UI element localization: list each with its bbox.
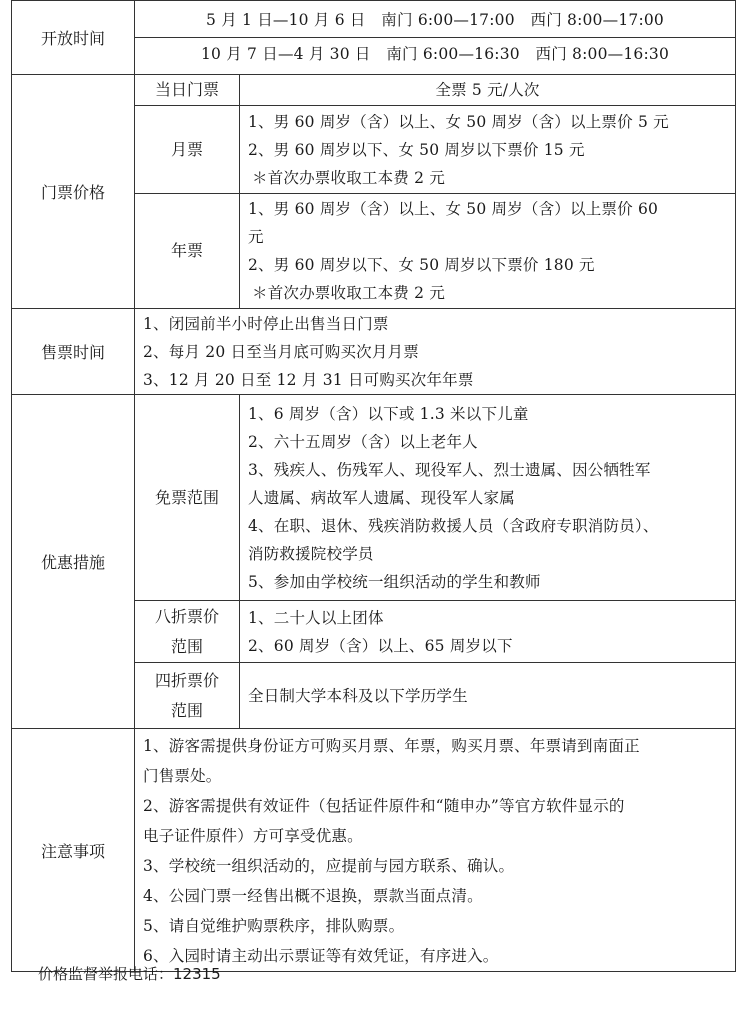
notes-line-4: 电子证件原件）方可享受优惠。 bbox=[143, 827, 363, 845]
month-line-2: 2、男 60 周岁以下、女 50 周岁以下票价 15 元 bbox=[248, 140, 585, 159]
month-ticket-details bbox=[240, 106, 736, 194]
sales-label: 售票时间 bbox=[12, 309, 135, 395]
price-complaint-hotline: 价格监督举报电话：12315 bbox=[38, 965, 221, 983]
free-line-5: 4、在职、退休、残疾消防救援人员（含政府专职消防员）、 bbox=[248, 516, 659, 535]
year-ticket-label: 年票 bbox=[135, 194, 240, 309]
forty-label-1: 四折票价 bbox=[154, 670, 219, 690]
prices-label: 门票价格 bbox=[12, 75, 135, 309]
sales-line-3: 3、12 月 20 日至 12 月 31 日可购买次年年票 bbox=[143, 370, 474, 389]
year-line-3: 2、男 60 周岁以下、女 50 周岁以下票价 180 元 bbox=[248, 256, 595, 274]
ticket-info-table bbox=[11, 0, 736, 972]
notes-details bbox=[135, 729, 736, 972]
free-label: 免票范围 bbox=[135, 395, 240, 601]
year-line-2: 元 bbox=[248, 228, 264, 246]
free-line-3: 3、残疾人、伤残军人、现役军人、烈士遗属、因公牺牲军 bbox=[248, 460, 651, 479]
eighty-line-2: 2、60 周岁（含）以上、65 周岁以下 bbox=[248, 636, 513, 655]
notes-line-1: 1、游客需提供身份证方可购买月票、年票，购买月票、年票请到南面正 bbox=[143, 737, 640, 755]
forty-label-2: 范围 bbox=[170, 700, 203, 720]
notes-line-8: 6、入园时请主动出示票证等有效凭证，有序进入。 bbox=[143, 947, 499, 965]
hours-cell bbox=[135, 1, 736, 75]
sales-line-1: 1、闭园前半小时停止出售当日门票 bbox=[143, 314, 389, 333]
free-line-2: 2、六十五周岁（含）以上老年人 bbox=[248, 432, 478, 451]
eighty-label-2: 范围 bbox=[170, 636, 203, 656]
hours-label: 开放时间 bbox=[12, 1, 135, 75]
forty-label bbox=[135, 663, 240, 729]
day-ticket-label: 当日门票 bbox=[135, 75, 240, 106]
free-line-7: 5、参加由学校统一组织活动的学生和教师 bbox=[248, 572, 541, 591]
hours-row-2: 10 月 7 日—4 月 30 日 南门 6:00—16:30 西门 8:00—16:30 bbox=[200, 45, 670, 63]
free-line-6: 消防救援院校学员 bbox=[248, 544, 374, 563]
month-ticket-label: 月票 bbox=[135, 106, 240, 194]
free-line-1: 1、6 周岁（含）以下或 1.3 米以下儿童 bbox=[248, 404, 529, 423]
notes-label: 注意事项 bbox=[12, 729, 135, 972]
sales-details bbox=[135, 309, 736, 395]
discounts-label: 优惠措施 bbox=[12, 395, 135, 729]
hours-row-1: 5 月 1 日—10 月 6 日 南门 6:00—17:00 西门 8:00—17:00 bbox=[206, 11, 664, 29]
notes-line-2: 门售票处。 bbox=[143, 767, 222, 785]
notes-line-7: 5、请自觉维护购票秩序，排队购票。 bbox=[143, 917, 405, 935]
notes-line-3: 2、游客需提供有效证件（包括证件原件和“随申办”等官方软件显示的 bbox=[143, 797, 625, 815]
free-line-4: 人遗属、病故军人遗属、现役军人家属 bbox=[248, 488, 515, 507]
eighty-label bbox=[135, 601, 240, 663]
year-line-4: ＊首次办票收取工本费 2 元 bbox=[252, 284, 446, 302]
forty-line-1: 全日制大学本科及以下学历学生 bbox=[248, 686, 468, 705]
notes-line-5: 3、学校统一组织活动的，应提前与园方联系、确认。 bbox=[143, 857, 515, 875]
eighty-line-1: 1、二十人以上团体 bbox=[248, 608, 384, 627]
year-ticket-details bbox=[240, 194, 736, 309]
day-ticket-price: 全票 5 元/人次 bbox=[240, 75, 736, 106]
year-line-1: 1、男 60 周岁（含）以上、女 50 周岁（含）以上票价 60 bbox=[248, 200, 659, 218]
forty-details bbox=[240, 663, 736, 729]
sales-line-2: 2、每月 20 日至当月底可购买次月月票 bbox=[143, 342, 419, 361]
eighty-details bbox=[240, 601, 736, 663]
free-details bbox=[240, 395, 736, 601]
month-line-1: 1、男 60 周岁（含）以上、女 50 周岁（含）以上票价 5 元 bbox=[248, 112, 669, 131]
eighty-label-1: 八折票价 bbox=[154, 606, 219, 626]
notes-line-6: 4、公园门票一经售出概不退换，票款当面点清。 bbox=[143, 887, 483, 905]
month-line-3: ＊首次办票收取工本费 2 元 bbox=[252, 168, 446, 187]
